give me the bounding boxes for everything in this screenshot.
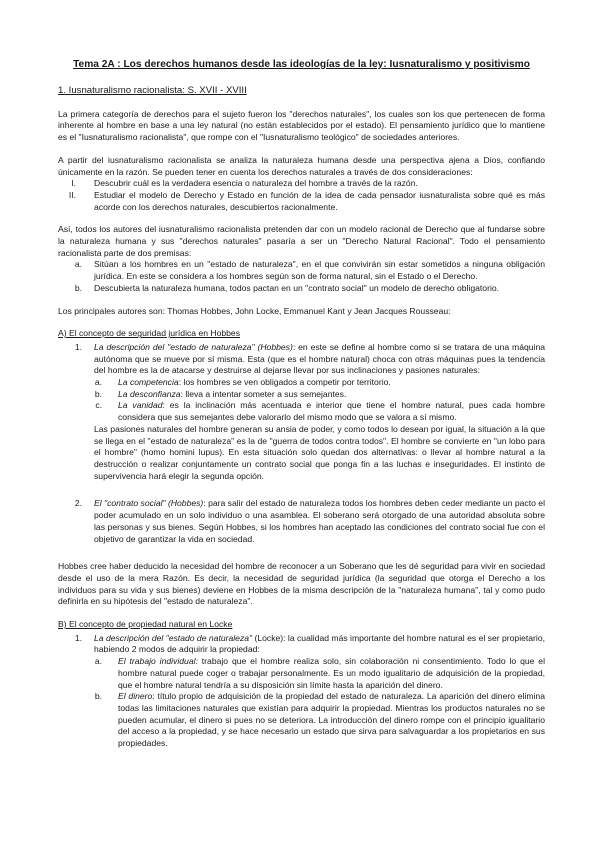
list-marker: b. bbox=[94, 691, 102, 702]
list-item-text: : los hombres se ven obligados a competir por territorio. bbox=[178, 377, 391, 388]
section-1-heading: 1. Iusnaturalismo racionalista: S. XVII - XVIII bbox=[58, 85, 247, 96]
list-item-text: Descubierta la naturaleza humana, todos pactan en un "contrato social" un modelo de derecho obligatorio. bbox=[94, 282, 500, 293]
list-item bbox=[58, 377, 545, 389]
list-item bbox=[58, 389, 545, 401]
list-item-text: Descubrir cuál es la verdadera esencia o naturaleza del hombre a través de la razón. bbox=[94, 178, 418, 189]
section-a-item-1-closing: Las pasiones naturales del hombre generan su ansia de poder, y como todos lo desean por igual, la situación a la que se llega en el "estado de naturaleza" es la de "guerra de todos contra todos". El hombre se convierte en "un lobo para el hombre" (homo homini lupus). En esta situación solo quedan dos alternativas: o llevar al hombre natural a la destrucción o realizar conjuntamente un contrato social que ponga fin a las luchas e inseguridades. El instinto de supervivencia hará elegir la segunda opción. bbox=[94, 423, 545, 481]
list-marker: 2. bbox=[74, 498, 82, 509]
section-a-list bbox=[58, 342, 545, 377]
list-item-text: Estudiar el modelo de Derecho y Estado en función de la idea de cada pensador iusnaturalista sobre qué es más acorde con los derechos naturales, descubiertos racionalmente. bbox=[94, 189, 545, 212]
list-item bbox=[58, 633, 545, 656]
list-marker: c. bbox=[95, 400, 102, 411]
section-a-sublist bbox=[58, 377, 545, 424]
list-item-text: : lleva a intentar someter a sus semejantes. bbox=[180, 388, 347, 399]
list-marker: b. bbox=[94, 388, 102, 399]
section-b-sublist bbox=[58, 656, 545, 750]
list-item bbox=[58, 691, 545, 750]
item-label: La descripción del "estado de naturaleza" (Hobbes) bbox=[94, 341, 293, 352]
item-label: La competencia bbox=[118, 377, 179, 388]
document-title: Tema 2A : Los derechos humanos desde las ideologías de la ley: Iusnaturalismo y positivismo bbox=[73, 59, 530, 70]
list-marker: a. bbox=[74, 259, 82, 270]
item-label: El trabajo individual: bbox=[118, 656, 198, 667]
section-b-heading: B) El concepto de propiedad natural en Locke bbox=[58, 619, 233, 630]
considerations-list bbox=[58, 178, 545, 213]
list-marker: a. bbox=[94, 377, 102, 388]
item-label: El "contrato social" (Hobbes) bbox=[94, 498, 204, 509]
list-item-text: trabajo que el hombre realiza solo, sin colaboración ni consentimiento. Todo lo que el hombre natural puede coger o trabajar personalmente. Es un modo igualitario de adquisición de la propiedad, que el hombre natural tendría a su disposición sin límite hasta la aparición del dinero. bbox=[118, 656, 545, 690]
list-item bbox=[58, 342, 545, 377]
list-item-text: : en este se define al hombre como si se tratara de una máquina autónoma que se mueve por sí misma. Esta (que es el hombre natural) choca con otras máquinas pues la tendencia del hombre es la de atacarse y destruirse al dejarse llevar por sus inclinaciones y pasiones naturales: bbox=[94, 341, 545, 376]
list-item-text: : para salir del estado de naturaleza todos los hombres deben ceder mediante un pacto el poder acumulado en un solo individuo o una asamblea. El soberano será otorgado de una autoridad absoluta sobre las personas y sus bienes. Según Hobbes, si los hombres han aceptado las condiciones del contrato social fue con el objetivo de garantizar la vida en sociedad. bbox=[94, 498, 545, 544]
list-item-text: Sitúan a los hombres en un "estado de naturaleza", en el que convivirán sin estar sometidos a ninguna obligación jurídica. En este se considera a los hombres según son de forma natural, sin el Estado o el Derecho. bbox=[94, 259, 545, 282]
list-item-text: : es la inclinación más acentuada e interior que tiene el hombre natural, pues cada hombre considera que sus semejantes debe valorarlo del mismo modo que se valora a sí mismo. bbox=[118, 400, 545, 423]
section-a-paragraph-5: Hobbes cree haber deducido la necesidad del hombre de reconocer a un Soberano que les dé seguridad para vivir en sociedad desde el uso de la mera Razón. Es decir, la necesidad de seguridad jurídica (la seguridad que otorga el Derecho a los individuos para su vida y sus bienes) deviene en Hobbes de la misma descripción de la "naturaleza humana", tal y como pudo definirla en su hipótesis del "estado de naturaleza". bbox=[58, 561, 545, 607]
section-1-paragraph-2: A partir del iusnaturalismo racionalista se analiza la naturaleza humana desde una perspectiva ajena a Dios, confiando únicamente en la razón. Se pueden tener en cuenta los derechos naturales a través de dos consideraciones: bbox=[58, 154, 545, 177]
list-item bbox=[58, 656, 545, 691]
list-marker: 1. bbox=[74, 341, 82, 352]
list-marker: b. bbox=[74, 282, 82, 293]
list-item-text: (Locke): la cualidad más importante del hombre natural es el ser propietario, habiendo 2 modos de adquirir la propiedad: bbox=[94, 632, 545, 655]
item-label: La descripción del "estado de naturaleza" bbox=[94, 632, 253, 643]
list-item bbox=[58, 283, 545, 295]
list-item bbox=[58, 498, 545, 545]
list-item-text: : título propio de adquisición de la propiedad del estado de naturaleza. La aparición del dinero elimina todas las limitaciones naturales que existían para adquirir la propiedad. Mientras los productos naturales no se pueden acumular, el dinero si pues no se deteriora. La introducción del dinero rompe con el principio igualitario del acceso a la propiedad, y se hace necesario un estado que sirva para salvaguardar a los propietarios en sus propiedades. bbox=[118, 691, 545, 749]
list-marker: a. bbox=[94, 656, 102, 667]
premises-list bbox=[58, 259, 545, 294]
item-label: El dinero bbox=[118, 691, 153, 702]
list-item bbox=[58, 400, 545, 423]
section-a-list-continued bbox=[58, 498, 545, 545]
section-b-list bbox=[58, 633, 545, 656]
list-marker: II. bbox=[68, 189, 76, 200]
item-label: La vanidad bbox=[118, 400, 163, 411]
section-1-paragraph-4: Los principales autores son: Thomas Hobbes, John Locke, Emmanuel Kant y Jean Jacques Rousseau: bbox=[58, 305, 451, 316]
section-1-paragraph-3: Así, todos los autores del iusnaturalismo racionalista pretenden dar con un modelo racional de Derecho que al fundarse sobre la naturaleza humana y sus "derechos naturales" pasaría a ser un "Derecho Natural Racional". Todo el pensamiento racionalista parte de dos premisas: bbox=[58, 224, 545, 258]
list-marker: 1. bbox=[74, 632, 82, 643]
section-a-heading: A) El concepto de seguridad jurídica en Hobbes bbox=[58, 328, 241, 339]
list-item bbox=[58, 259, 545, 282]
list-item bbox=[58, 178, 545, 190]
list-item bbox=[58, 190, 545, 213]
item-label: La desconfianza bbox=[118, 388, 181, 399]
section-1-paragraph-1: La primera categoría de derechos para el sujeto fueron los "derechos naturales", los cuales son los que pertenecen de forma inherente al hombre en base a una ley natural (no están establecidos por el estado). El pensamiento jurídico que lo mantiene es el "Iusnaturalismo racionalista", que rompe con el "Iusnaturalismo teológico" de sociedades anteriores. bbox=[58, 108, 545, 143]
list-marker: I. bbox=[71, 178, 76, 189]
